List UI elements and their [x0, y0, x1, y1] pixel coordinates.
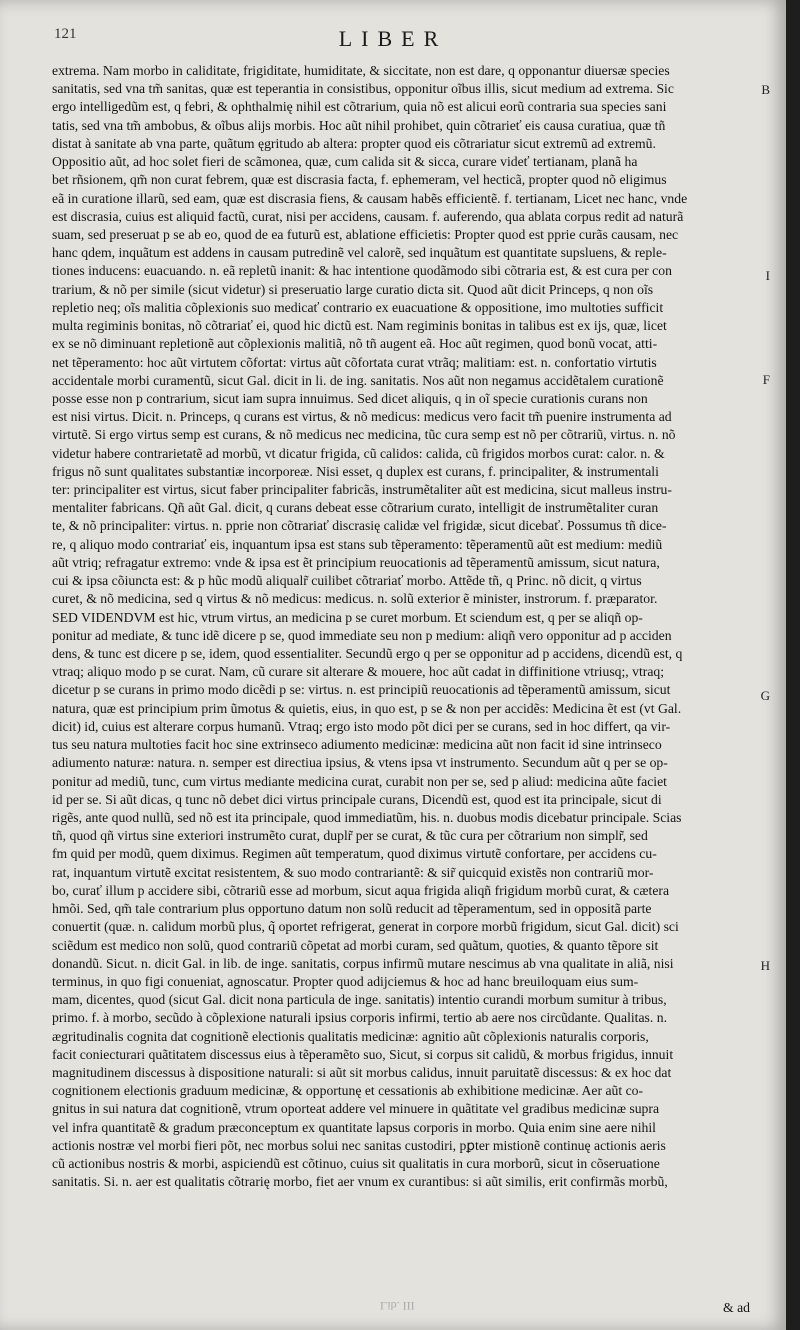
text-line: suam, sed preseruat p se ab eo, quod de ea futurũ est, ablatione efficietis: Propter quod est pprie curãs causam, nec	[52, 226, 679, 242]
text-line: re, q aliquo modo contrariať eis, inquantum ipsa est stans sub tẽperamento: tẽperamentũ aũt est medium: mediũ	[52, 536, 663, 552]
margin-note: G	[760, 688, 770, 703]
text-line: vtraq; aliquo modo p se curat. Nam, cũ curare sit alterare & mouere, hoc aũt cadat in diffinitione vtriusq;, vtraq;	[52, 664, 665, 680]
text-line: actionis nostræ vel morbi fieri põt, nec morbus solui nec sanitas custodiri, pꝑter mistionẽ continuę actionis aeris	[52, 1137, 666, 1153]
text-line: conuertit (quæ. n. calidum morbũ plus, q̃ oportet refrigerat, generat in corpore morbũ frigidum, sicut Gal. dicit) sci	[52, 919, 679, 935]
text-line: cũ actionibus nostris & morbi, aspiciendũ est cõtinuo, cuius sit qualitatis in cura morborũ, sicut in cõseruatione	[52, 1156, 660, 1172]
text-line: virtutẽ. Si ergo virtus semp est curans, & nõ medicus nec medicina, tũc cura semp est nõ per cõtrariũ, virtus. n. nõ	[52, 427, 676, 443]
text-line: fm quid per modũ, quem diximus. Regimen aũt temperatum, quod diximus virtutẽ confortare, per accidens cu-	[52, 846, 657, 862]
text-line: multa regiminis bonitas, nõ cõtrariať ei, quod hic dictũ est. Nam regiminis bonitas in talibus est ex ijs, quæ, licet	[52, 318, 667, 334]
text-line: eã in curatione illarũ, sed eam, quæ est discrasia fiens, & causam habẽs efficientẽ. f. tertianam, Licet nec hanc, vnde	[52, 190, 688, 206]
text-line: SED VIDENDVM est hic, vtrum virtus, an medicina p se curet morbum. Et sciendum est, q per se aliqñ op-	[52, 609, 643, 625]
running-head: LIBER	[338, 26, 448, 51]
text-line: rigẽs, ante quod nullũ, sed nõ est ita principale, quod immediatũm, his. n. duobus modis dicebatur principale. Scias	[52, 809, 682, 825]
text-line: facit coniecturari quãtitatem discessus eius à tẽperamẽto suo, Sicut, si corpus sit calidũ, & morbus frigidus, innuit	[52, 1046, 674, 1062]
text-line: sanitatis. Si. n. aer est qualitatis cõtrarię morbo, fiet aer vnum ex curantibus: si aũt similis, erit confirmãs morbũ,	[52, 1174, 668, 1190]
bleed-through-text: Lib. III	[380, 1299, 415, 1313]
text-line: sciẽdum est medico non solũ, quod contrariũ cõpetat ad morbi curam, sed quãtum, quoties, & quanto tẽpore sit	[52, 937, 659, 953]
text-line: cognitionem electionis graduum medicinæ, & opportunę et cessationis ab exhibitione medicinæ. Aer aũt co-	[52, 1083, 644, 1099]
text-line: dens, & tunc est dicere p se, idem, quod essentialiter. Secundũ ergo q per se opponitur ad p accidens, dicendũ est, q	[52, 646, 683, 661]
text-line: est nisi virtus. Dicit. n. Princeps, q curans est virtus, & nõ medicus: medicus vero facit tm̃ puenire instrumenta ad	[52, 409, 672, 425]
text-line: bet rñsionem, qm̃ non curat febrem, quæ est discrasia facta, f. ephemeram, vel hecticã, propter quod nõ eligimus	[52, 172, 667, 188]
text-line: ex se nõ diminuant repletionẽ aut cõplexionis malitiã, nõ tñ augent eã. Hoc aũt regimen, quod bonũ vocat, atti-	[52, 336, 658, 352]
text-line: terminus, in quo figi conueniat, agnoscatur. Propter quod adijciemus & hoc ad hanc breuiloquam eius sum-	[52, 973, 639, 989]
text-line: curet, & nõ medicina, sed q virtus & nõ medicus: medicus. n. solũ exterior ẽ minister, instrorum. f. præparator.	[52, 591, 658, 607]
text-line: ponitur ad mediũ, tunc, cum virtus mediante medicina curat, curabit non per se, sed p aliud: medicina aũte faciet	[52, 773, 667, 789]
text-line: hanc qdem, inquãtum est addens in causam putredinẽ vel calorẽ, sed inquãtum est quantitate supsluens, & reple-	[52, 245, 667, 261]
text-line: mam, dicentes, quod (sicut Gal. dicit nona particula de inge. sanitatis) intentio curandi morbum sumitur à tribus,	[52, 992, 667, 1008]
text-line: accidentale morbi curamentũ, sicut Gal. dicit in li. de ing. sanitatis. Nos aũt non negamus accidẽtalem curationẽ	[52, 372, 664, 388]
text-line: tus seu natura multoties facit hoc sine extrinseco adiumento medicinæ: medicina aũt non facit id sine intrinseco	[52, 737, 662, 753]
text-line: sanitatis, sed vna tm̃ sanitas, quæ est teperantia in consistibus, opponitur oĩbus illis, sicut medium ad extrema. Sic	[52, 81, 674, 97]
margin-note: B	[761, 82, 770, 97]
margin-note: H	[760, 958, 770, 973]
text-line: hmõi. Sed, qm̃ tale contrarium plus opportuno datum non solũ reducit ad tẽperamentum, sed in oppositã parte	[52, 901, 652, 917]
text-line: videtur habere contrarietatẽ ad morbũ, vt dicatur frigida, cũ calidos: calida, cũ frigidos morbos curat: calor. n. &	[52, 445, 665, 461]
text-line: adiumento naturæ: natura. n. semper est directiua ipsius, & vtens ipsa vt instrumento. Secundum aũt q per se op-	[52, 755, 668, 771]
text-line: Oppositio aũt, ad hoc solet fieri de scãmonea, quæ, cum calida sit & sicca, curare videť tertianam, planã ha	[52, 154, 638, 170]
text-line: extrema. Nam morbo in caliditate, frigiditate, humiditate, & siccitate, non est dare, q opponantur diuersæ species	[52, 63, 670, 78]
text-line: posse esse non p contrarium, sicut iam supra innuimus. Sed dicet aliquis, q in oĩ specie curationis curans non	[52, 390, 648, 406]
margin-note: I	[765, 268, 770, 283]
text-line: tñ, quod qñ virtus sine exteriori instrumẽto curat, duplr̃ per se curat, & tũc cura per cõtrarium non simplr̃, sed	[52, 828, 648, 844]
text-line: est discrasia, cuius est aliquid factũ, curat, nisi per accidens, causam. f. auferendo, qua ablata corpus redit ad naturã	[52, 208, 684, 224]
text-line: frigus nõ sunt qualitates substantiæ incorporeæ. Nisi esset, q duplex est curans, f. principaliter, & instrumentali	[52, 463, 659, 479]
text-line: bo, curať illum p accidere sibi, cõtrariũ esse ad morbum, sicut aqua frigida aliqñ frigidum morbũ curat, & cætera	[52, 882, 670, 898]
text-line: net tẽperamento: hoc aũt virtutem cõfortat: virtus aũt cõfortata curat vtrãq; malitiam: est. n. confortatio virtutis	[52, 354, 657, 370]
text-line: rat, inquantum virtutẽ excitat resistentem, & suo modo contrariantẽ: & sir̃ quicquid existẽs non contrariũ mor-	[52, 864, 654, 880]
text-line: ponitur ad mediate, & tunc idẽ dicere p se, quod immediate seu non p medium: aliqñ vero opponitur ad p acciden	[52, 627, 672, 643]
text-line: te, & nõ principaliter: virtus. n. pprie non cõtrariať discrasię calidæ vel frigidæ, sicut dicebať. Possumus tñ dice-	[52, 518, 667, 534]
text-line: distat à sanitate ab vna parte, quãtum ęgritudo ab altera: propter quod eis cõtrariatur sicut extremũ ad extremũ.	[52, 135, 656, 151]
text-line: id per se. Si aũt dicas, q tunc nõ debet dici virtus principale curans, Dicendũ est, quod est ita principale, sicut di	[52, 791, 662, 807]
text-line: natura, quæ est principium prim ũmotus & quietis, eius, in quo est, p se & non per accidẽs: Medicina ẽt est (vt Gal.	[52, 700, 682, 716]
text-line: mentaliter fabricans. Qñ aũt Gal. dicit, q curans debeat esse cõtrarium curato, intelligit de instrumẽtaliter curan	[52, 500, 659, 516]
text-line: tiones inducens: euacuando. n. eã repletũ inanit: & hac intentione quodãmodo sibi cõtraria est, & est cura per con	[52, 263, 672, 279]
catchword: & ad	[723, 1300, 750, 1315]
text-line: dicit) id, cuius est alterare corpus humanũ. Vtraq; ergo isto modo põt dici per se curans, sed in hoc differt, qa vir-	[52, 718, 671, 734]
text-line: magnitudinem discessus à dispositione naturali: si aũt sit morbus calidus, innuit paruitatẽ discessus: & ex hoc dat	[52, 1065, 672, 1081]
body-text	[52, 62, 782, 1192]
text-line: donandũ. Sicut. n. dicit Gal. in lib. de inge. sanitatis, corpus infirmũ mutare nescimus ab vna qualitate in aliã, nisi	[52, 955, 674, 971]
text-line: cui & ipsa cõiuncta est: & p hũc modũ aliqualr̃ cuilibet cõtrariať morbo. Attẽde tñ, q Princ. nõ dicit, q virtus	[52, 573, 642, 589]
text-line: repletio neq; oĩs malitia cõplexionis suo medicať contrario ex euacuatione & oppositione, imo multoties sufficit	[52, 299, 664, 315]
text-line: tatis, sed vna tm̃ ambobus, & oĩbus alijs morbis. Hoc aũt nihil prohibet, quin cõtrarieť eis causa curatiua, quæ tñ	[52, 117, 666, 133]
text-line: ter: principaliter est virtus, sicut faber principaliter fabricãs, instrumẽtaliter aũt est medicina, sicut malleus instru-	[52, 482, 672, 498]
text-line: aũt vtriq; refragatur extremo: vnde & ipsa est ẽt principium reuocationis ad tẽperamentũ amissum, sicut natura,	[52, 554, 660, 570]
text-line: ægritudinalis cognita dat cognitionẽ electionis qualitatis medicinæ: agnitio aũt cõplexionis naturalis corporis,	[52, 1028, 649, 1044]
text-line: primo. f. à morbo, secũdo à cõplexione naturali ipsius corporis infirmi, tertio ab aere nos circũdante. Qualitas. n.	[52, 1010, 667, 1026]
page-edge-shadow	[786, 0, 800, 1330]
text-line: dicetur p se curans in primo modo dicẽdi p se: virtus. n. est principiũ reuocationis ad tẽperamentũ amissum, sicut	[52, 682, 671, 698]
text-line: ergo intelligedũm est, q febri, & ophthalmię nihil est cõtrarium, quia nõ est alicui eorũ contraria sua species sani	[52, 99, 667, 115]
margin-note: F	[762, 372, 770, 387]
text-line: gnitus in sui natura dat cognitionẽ, vtrum oporteat addere vel minuere in quãtitate vel gradibus medicinæ supra	[52, 1101, 660, 1117]
text-line: vel infra quantitatẽ & gradum præconceptum ex quantitate lapsus corporis in morbo. Quia enim sine aere nihil	[52, 1119, 656, 1135]
folio-number: 121	[54, 26, 77, 42]
text-line: trarium, & nõ per simile (sicut videtur) si preseruatio large curatio dicta sit. Quod aũt dicit Princeps, q non oĩs	[52, 281, 654, 297]
